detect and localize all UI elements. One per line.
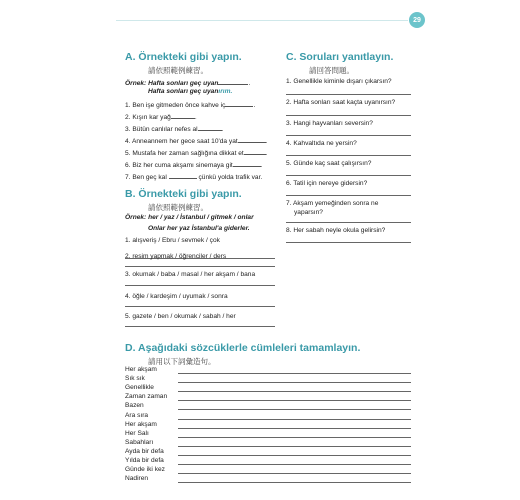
section-a-item: 5. Mustafa her zaman sağlığına dikkat et . (125, 150, 268, 157)
section-a-chinese: 請依照範例練習。 (148, 66, 208, 75)
section-a-item: 6. Biz her cuma akşamı sinemaya git . (125, 162, 263, 169)
answer-line[interactable] (178, 437, 411, 438)
question: 8. Her sabah neyle okula gelirsin? (286, 227, 386, 234)
section-b-item: 5. gazete / ben / okumak / sabah / her (125, 313, 236, 320)
question: 5. Günde kaç saat çalışırsın? (286, 160, 372, 167)
answer-line[interactable] (286, 115, 411, 116)
page-number: 29 (409, 12, 425, 28)
section-b-chinese: 請依照範例練習。 (148, 203, 208, 212)
answer-line[interactable] (178, 455, 411, 456)
answer-line[interactable] (125, 285, 275, 286)
word-label: Günde iki kez (125, 466, 165, 474)
section-a-title: A. Örnekteki gibi yapın. (125, 51, 242, 63)
answer-line[interactable] (178, 419, 411, 420)
section-b-item: 4. öğle / kardeşim / uyumak / sonra (125, 293, 228, 300)
question: 1. Genellikle kiminle dışarı çıkarsın? (286, 78, 392, 85)
section-a-example-line1: Örnek: Hafta sonları geç uyan . (125, 80, 251, 87)
answer-line[interactable] (286, 155, 411, 156)
word-label: Zaman zaman (125, 393, 168, 401)
answer-blank[interactable] (171, 112, 195, 119)
section-b-item: 3. okumak / baba / masal / her akşam / bana (125, 271, 256, 278)
section-a-example-line2: Hafta sonları geç uyanırım. (148, 88, 233, 95)
answer-line[interactable] (178, 400, 411, 401)
answer-line[interactable] (178, 464, 411, 465)
answer-blank[interactable] (198, 124, 222, 131)
section-b-item: 1. alışveriş / Ebru / sevmek / çok (125, 237, 220, 244)
word-label: Sık sık (125, 375, 145, 383)
section-c-title: C. Soruları yanıtlayın. (286, 51, 394, 63)
section-b-example-line2: Onlar her yaz İstanbul'a giderler. (148, 225, 250, 232)
word-label: Genellikle (125, 384, 154, 392)
answer-blank[interactable] (225, 100, 253, 107)
section-d-title: D. Aşağıdaki sözcüklerle cümleleri tamamlayın. (125, 342, 361, 354)
answer-line[interactable] (125, 326, 275, 327)
section-d-chinese: 請用以下詞彙造句。 (148, 357, 216, 366)
top-rule (116, 20, 408, 21)
answer-blank[interactable] (238, 136, 266, 143)
answer-blank[interactable] (244, 148, 266, 155)
word-label: Nadiren (125, 475, 149, 483)
answer-line[interactable] (178, 373, 411, 374)
word-label: Sabahları (125, 438, 154, 446)
answer-line[interactable] (125, 266, 275, 267)
section-b-item: 2. resim yapmak / öğrenciler / ders (125, 253, 227, 260)
answer-line[interactable] (125, 306, 275, 307)
answer-line[interactable] (286, 195, 411, 196)
question: 4. Kahvaltıda ne yersin? (286, 140, 357, 147)
word-label: Her akşam (125, 366, 157, 373)
word-label: Her Salı (125, 429, 149, 437)
word-label: Ayda bir defa (125, 447, 164, 455)
answer-blank[interactable] (233, 160, 261, 167)
question-continued: yaparsın? (294, 209, 323, 216)
word-label: Yılda bir defa (125, 457, 164, 464)
question: 7. Akşam yemeğinden sonra ne (286, 200, 379, 207)
answer-line[interactable] (178, 409, 411, 410)
answer-line[interactable] (286, 135, 411, 136)
section-a-item: 4. Anneannem her gece saat 10'da yat . (125, 138, 268, 145)
section-a-item: 2. Kışın kar yağ . (125, 114, 197, 121)
answer-line[interactable] (178, 391, 411, 392)
word-label: Ara sıra (125, 411, 149, 419)
question: 3. Hangi hayvanları seversin? (286, 120, 373, 127)
answer-line[interactable] (178, 382, 411, 383)
answer-line[interactable] (178, 482, 411, 483)
section-b-example-line1: Örnek: her / yaz / İstanbul / gitmek / onlar (125, 214, 254, 221)
answer-line[interactable] (178, 428, 411, 429)
answer-line[interactable] (178, 473, 411, 474)
section-c-chinese: 請回答問題。 (309, 66, 354, 75)
answer-blank[interactable] (169, 172, 197, 179)
section-a-item: 7. Ben geç kal çünkü yolda trafik var. (125, 174, 263, 181)
section-a-item: 3. Bütün canlılar nefes al . (125, 126, 224, 133)
section-b-title: B. Örnekteki gibi yapın. (125, 188, 242, 200)
word-label: Bazen (125, 402, 144, 410)
answer-line[interactable] (286, 242, 411, 243)
answer-line[interactable] (286, 222, 411, 223)
answer-line[interactable] (286, 175, 411, 176)
question: 2. Hafta sonları saat kaçta uyanırsın? (286, 99, 396, 106)
question: 6. Tatil için nereye gidersin? (286, 180, 368, 187)
word-label: Her akşam (125, 420, 157, 428)
answer-line[interactable] (178, 446, 411, 447)
answer-line[interactable] (286, 94, 411, 95)
section-a-item: 1. Ben işe gitmeden önce kahve iç . (125, 102, 256, 109)
